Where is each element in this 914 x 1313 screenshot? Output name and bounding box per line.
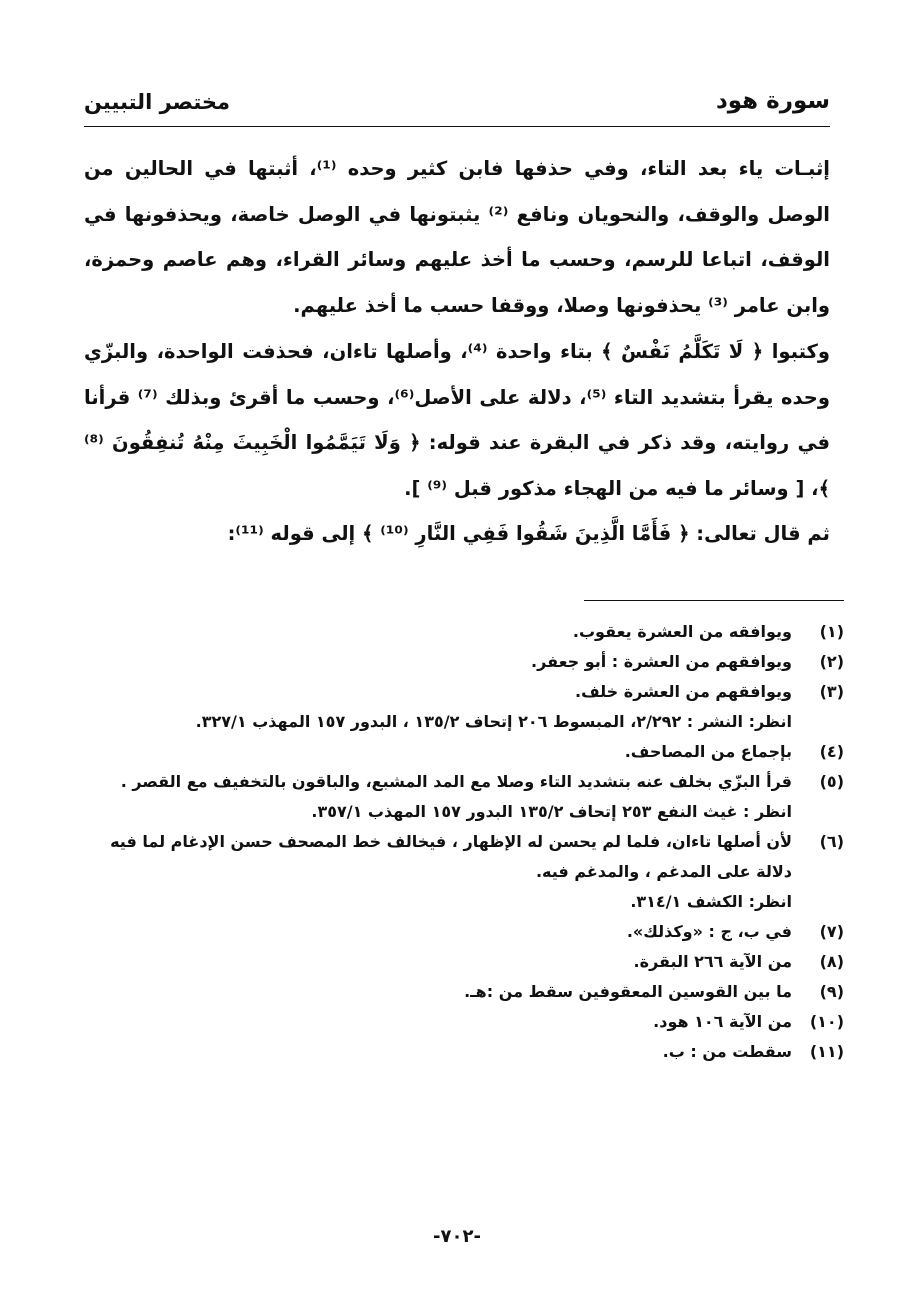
footnote [70,1007,844,1037]
surah-title: سورة هود [715,88,830,114]
footnote-number: (١٠) [809,1012,844,1031]
footnote [70,917,844,947]
footnote [70,767,844,827]
footnote-text: في ب، ج : «وكذلك». [626,922,792,941]
footnote-number: (٦) [819,832,844,851]
footnote [70,647,844,677]
footnote-reference: انظر: النشر : ٢/٢٩٢، المبسوط ٢٠٦ إتحاف ١٣٥/٢ ، البدور ١٥٧ المهذب ٣٢٧/١. [195,712,792,731]
footnote-text: من الآية ٢٦٦ البقرة. [633,952,792,971]
footnote-number: (٩) [819,982,844,1001]
footnote [70,977,844,1007]
book-title: مختصر التبيين [84,90,231,114]
footnote-text: من الآية ١٠٦ هود. [653,1012,792,1031]
footnote [70,677,844,737]
footnote [70,947,844,977]
footnote-number: (١١) [809,1042,844,1061]
footnote-text: ما بين القوسين المعقوفين سقط من :هـ. [464,982,792,1001]
footnotes [70,617,844,1067]
footnote-reference: انظر : غيث النفع ٢٥٣ إتحاف ١٣٥/٢ البدور ١٥٧ المهذب ٣٥٧/١. [311,802,792,821]
footnote-text: لأن أصلها تاءان، فلما لم يحسن له الإظهار ، فيخالف خط المصحف حسن الإدغام لما فيه دلالة على المدغم ، والمدغم فيه. [110,832,792,881]
paragraph-3: ثم قال تعالى: ﴿ فَأَمَّا الَّذِينَ شَقُوا فَفِي النَّارِ ⁽¹⁰⁾ ﴾ إلى قوله ⁽¹¹⁾: [227,522,830,545]
footnote [70,617,844,647]
main-text [84,146,830,557]
footnote-divider [584,600,844,601]
footnote-number: (٣) [819,682,844,701]
running-header [84,82,830,127]
footnote-number: (١) [819,622,844,641]
footnote-number: (٧) [819,922,844,941]
paragraph-1: إثبـات ياء بعد التاء، وفي حذفها فابن كثير وحده ⁽¹⁾، أثبتها في الحالين من الوصل والوقف، والنحويان ونافع ⁽²⁾ يثبتونها في الوصل خاصة، ويحذفونها في الوقف، اتباعا للرسم، وحسب ما أخذ عليهم وسائر القراء، وهم عاصم وحمزة، وابن عامر ⁽³⁾ يحذفونها وصلا، ووقفا حسب ما أخذ عليهم. [84,157,830,317]
footnote [70,1037,844,1067]
footnote [70,827,844,917]
footnote-text: ويوافقه من العشرة يعقوب. [572,622,792,641]
footnote-text: ويوافقهم من العشرة : أبو جعفر. [531,652,792,671]
page-number: -٧٠٢- [433,1226,481,1247]
footnote [70,737,844,767]
footnote-text: بإجماع من المصاحف. [624,742,792,761]
footnote-reference: انظر: الكشف ٣١٤/١. [630,892,792,911]
footnote-number: (٨) [819,952,844,971]
footnote-text: سقطت من : ب. [662,1042,792,1061]
footnote-text: قرأ البزّي بخلف عنه بتشديد التاء وصلا مع المد المشبع، والباقون بالتخفيف مع القصر . [120,772,792,791]
footnote-number: (٥) [819,772,844,791]
paragraph-2: وكتبوا ﴿ لَا تَكَلَّمُ نَفْسٌ ﴾ بتاء واحدة ⁽⁴⁾، وأصلها تاءان، فحذفت الواحدة، والبزّي وحده يقرأ بتشديد التاء ⁽⁵⁾، دلالة على الأصل⁽⁶⁾، وحسب ما أقرئ وبذلك ⁽⁷⁾ قرأنا في روايته، وقد ذكر في البقرة عند قوله: ﴿ وَلَا تَيَمَّمُوا الْخَبِيثَ مِنْهُ تُنفِقُونَ ⁽⁸⁾ ﴾، [ وسائر ما فيه من الهجاء مذكور قبل ⁽⁹⁾ ]. [84,340,831,500]
footnote-text: ويوافقهم من العشرة خلف. [575,682,792,701]
footnote-number: (٢) [819,652,844,671]
footnote-number: (٤) [819,742,844,761]
